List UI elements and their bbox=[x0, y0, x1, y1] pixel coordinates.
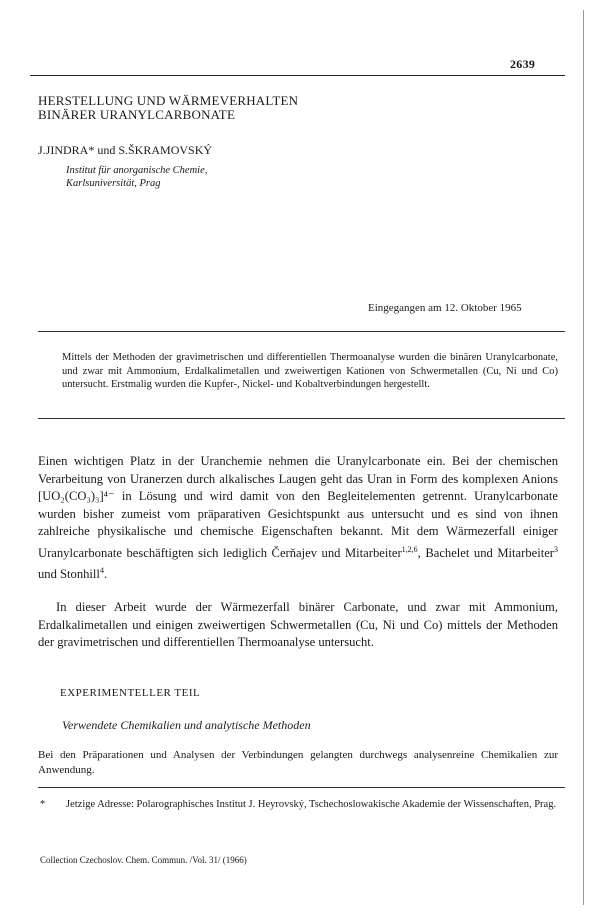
page-number: 2639 bbox=[510, 57, 536, 71]
article-title-line-2: BINÄRER URANYLCARBONATE bbox=[38, 107, 236, 122]
body-paragraph-1 bbox=[38, 453, 558, 584]
footnote-text: Jetzige Adresse: Polarographisches Institut J. Heyrovský, Tschechoslowakische Akademie der Wissenschaften, Prag. bbox=[66, 799, 557, 810]
reference-superscript: 4 bbox=[99, 566, 104, 576]
paragraph-1-text-e: . bbox=[103, 567, 108, 582]
paragraph-1-text-c: , Bachelet und Mitarbeiter bbox=[417, 545, 554, 560]
footnote bbox=[40, 797, 560, 812]
reference-superscript: 1,2,6 bbox=[401, 544, 418, 554]
abstract-bottom-rule bbox=[38, 418, 565, 419]
authors: J.JINDRA* und S.ŠKRAMOVSKÝ bbox=[38, 143, 213, 157]
received-date: Eingegangen am 12. Oktober 1965 bbox=[368, 302, 522, 314]
article-title-line-1: HERSTELLUNG UND WÄRMEVERHALTEN bbox=[38, 93, 299, 108]
reference-superscript: 3 bbox=[554, 544, 558, 554]
section-heading: EXPERIMENTELLER TEIL bbox=[60, 687, 201, 699]
journal-citation: Collection Czechoslov. Chem. Commun. /Vol. 31/ (1966) bbox=[40, 855, 247, 865]
body-paragraph-3: Bei den Präparationen und Analysen der Verbindungen gelangten durchwegs analysenreine Chemikalien zur Anwendung. bbox=[38, 749, 558, 776]
subsection-heading: Verwendete Chemikalien und analytische Methoden bbox=[62, 718, 311, 732]
footnote-marker: * bbox=[40, 799, 46, 810]
paragraph-1-text-d: und Stonhill bbox=[38, 567, 100, 582]
abstract-top-rule bbox=[38, 331, 565, 332]
uranyl-carbonate-anion: [UO₂(CO₃)₃]⁴⁻ bbox=[38, 489, 115, 503]
scan-edge-line bbox=[583, 10, 584, 905]
paragraph-1-text-b: in Lösung und wird damit von den Begleitelementen getrennt. Uranylcarbonate wurden bisher zumeist vom präparativen Gesichtspunkt aus untersucht und es sind von ihnen zahlreiche physikalische und chemische Eigenschaften bekannt. Mit dem Wärmezerfall einiger Uranylcarbonate beschäftigten sich lediglich Čerňajev und Mitarbeiter bbox=[38, 489, 558, 560]
affiliation-line-1: Institut für anorganische Chemie, bbox=[66, 165, 208, 176]
body-paragraph-2: In dieser Arbeit wurde der Wärmezerfall binärer Carbonate, und zwar mit Ammonium, Erdalkalimetallen und einigen zweiwertigen Schwermetallen (Cu, Ni und Co) mittels der Methoden der gravimetrischen und differentiellen Thermoanalyse untersucht. bbox=[38, 600, 558, 649]
paragraph-1-text-a: Einen wichtigen Platz in der Uranchemie nehmen die Uranylcarbonate ein. Bei der chemischen Verarbeitung von Uranerzen durch alkalisches Laugen geht das Uran in Form des komplexen Anions bbox=[38, 454, 558, 486]
affiliation-line-2: Karlsuniversität, Prag bbox=[66, 178, 161, 189]
footnote-rule bbox=[38, 787, 565, 788]
abstract: Mittels der Methoden der gravimetrischen und differentiellen Thermoanalyse wurden die binären Uranylcarbonate, und zwar mit Ammonium, Erdalkalimetallen und zweiwertigen Kationen von Schwermetallen (Cu, Ni und Co) untersucht. Erstmalig wurden die Kupfer-, Nickel- und Kobaltverbindungen hergestellt. bbox=[62, 352, 558, 390]
header-rule bbox=[30, 75, 565, 76]
